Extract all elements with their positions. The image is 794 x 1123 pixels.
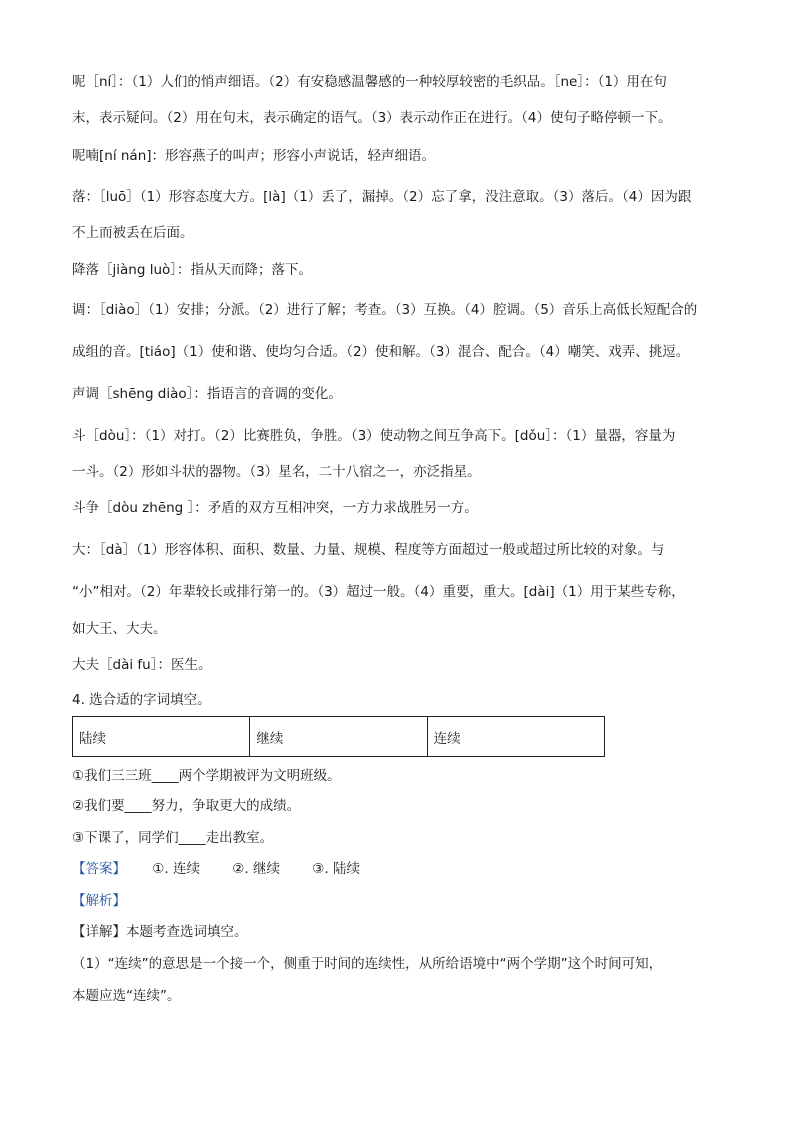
definition-line: 落：［luō］（1）形容态度大方。[là]（1）丢了，漏掉。（2）忘了拿，没注意取。（3）落后。（4）因为跟 [72,189,692,205]
definition-line: 如大王、大夫。 [72,621,167,637]
explanation-line: （1）“连续”的意思是一个接一个，侧重于时间的连续性，从所给语境中“两个学期”这个时间可知， [72,956,663,972]
answer-choice: ②. 继续 [232,861,280,877]
definition-line: “小”相对。（2）年辈较长或排行第一的。（3）超过一般。（4）重要，重大。[dài]（1）用于某些专称， [72,584,685,600]
option-cell: 连续 [427,717,604,757]
option-cell: 陆续 [73,717,250,757]
answer-row [72,859,360,879]
definition-line: 成组的音。[tiáo]（1）使和谐、使均匀合适。（2）使和解。（3）混合、配合。（4）嘲笑、戏弄、挑逗。 [72,344,690,360]
option-cell: 继续 [250,717,427,757]
definition-line: 斗争［dòu zhēng ］：矛盾的双方互相冲突，一方力求战胜另一方。 [72,500,478,516]
definition-line: 呢喃[ní nán]：形容燕子的叫声；形容小声说话，轻声细语。 [72,148,436,164]
answer-label: 【答案】 [72,861,126,877]
definition-line: 调：［diào］（1）安排；分派。（2）进行了解；考查。（3）互换。（4）腔调。（5）音乐上高低长短配合的 [72,302,698,318]
explanation-line: 本题应选“连续”。 [72,988,181,1004]
word-options-table [72,716,605,757]
question-item: ①我们三三班____两个学期被评为文明班级。 [72,768,341,784]
answer-choice: ③. 陆续 [312,861,360,877]
analysis-label: 【解析】 [72,893,126,909]
definition-line: 斗［dòu］：（1）对打。（2）比赛胜负，争胜。（3）使动物之间互争高下。[dǒu］：（1）量器，容量为 [72,428,676,444]
question-item: ②我们要____努力，争取更大的成绩。 [72,798,301,814]
definition-line: 降落［jiàng luò］：指从天而降；落下。 [72,262,313,278]
question-title: 4. 选合适的字词填空。 [72,692,211,708]
definition-line: 末，表示疑问。（2）用在句末，表示确定的语气。（3）表示动作正在进行。（4）使句子略停顿一下。 [72,110,672,126]
question-item: ③下课了，同学们____走出教室。 [72,830,274,846]
detail-line [72,922,248,942]
definition-line: 一斗。（2）形如斗状的器物。（3）星名，二十八宿之一，亦泛指星。 [72,464,481,480]
definition-line: 大：［dà］（1）形容体积、面积、数量、力量、规模、程度等方面超过一般或超过所比较的对象。与 [72,542,665,558]
answer-choice: ①. 连续 [152,861,200,877]
definition-line: 呢［ní］：（1）人们的悄声细语。（2）有安稳感温馨感的一种较厚较密的毛织品。［ne］：（1）用在句 [72,74,667,90]
definition-line: 声调［shēng diào］：指语言的音调的变化。 [72,386,342,402]
detail-text: 本题考查选词填空。 [126,924,248,940]
detail-label: 【详解】 [72,924,126,940]
definition-line: 大夫［dài fu］：医生。 [72,657,212,673]
definition-line: 不上而被丢在后面。 [72,225,194,241]
